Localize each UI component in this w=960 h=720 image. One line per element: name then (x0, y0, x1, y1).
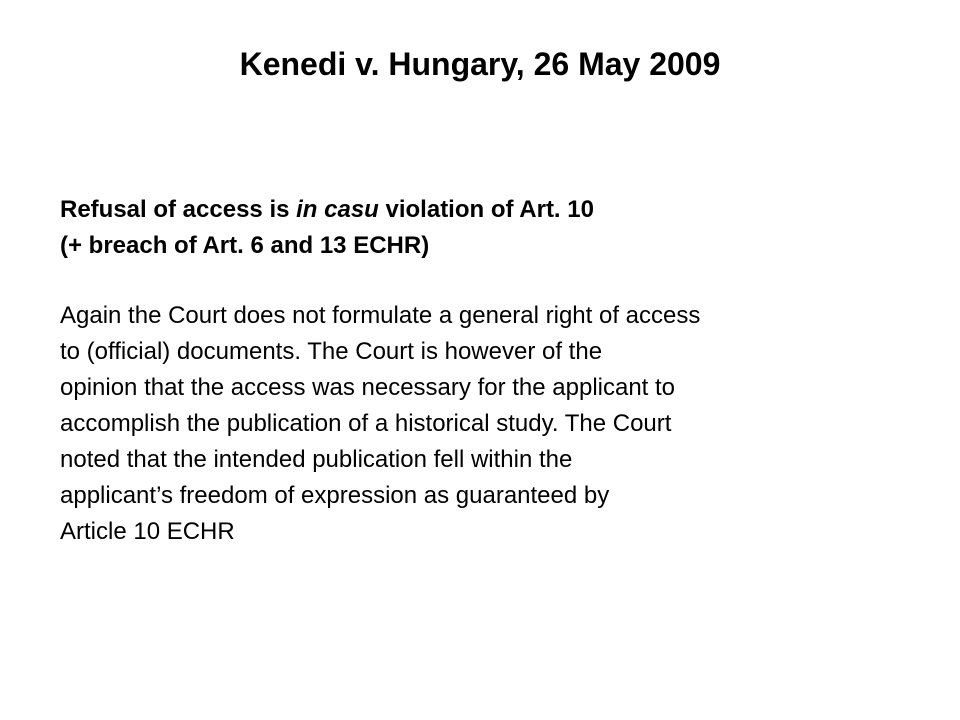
bullet-point-court-opinion (60, 298, 920, 550)
italic-term: in casu (296, 196, 379, 223)
bullet-line: Article 10 ECHR (60, 518, 235, 545)
bullet-line (60, 192, 920, 228)
text-segment: violation of Art. 10 (378, 196, 594, 223)
bullet-line: to (official) documents. The Court is however of the (60, 338, 603, 365)
slide-body (60, 192, 920, 550)
slide-title: Kenedi v. Hungary, 26 May 2009 (239, 46, 721, 82)
bullet-line: applicant’s freedom of expression as guaranteed by (60, 482, 610, 509)
bullet-line: opinion that the access was necessary for the applicant to (60, 374, 676, 401)
bullet-line: accomplish the publication of a historical study. The Court (60, 410, 672, 437)
bullet-line: Again the Court does not formulate a general right of access (60, 302, 701, 329)
text-segment: Refusal of access is (60, 196, 297, 223)
bullet-line: (+ breach of Art. 6 and 13 ECHR) (60, 232, 430, 259)
bullet-point-refusal (60, 192, 920, 264)
bullet-line: noted that the intended publication fell within the (60, 446, 573, 473)
